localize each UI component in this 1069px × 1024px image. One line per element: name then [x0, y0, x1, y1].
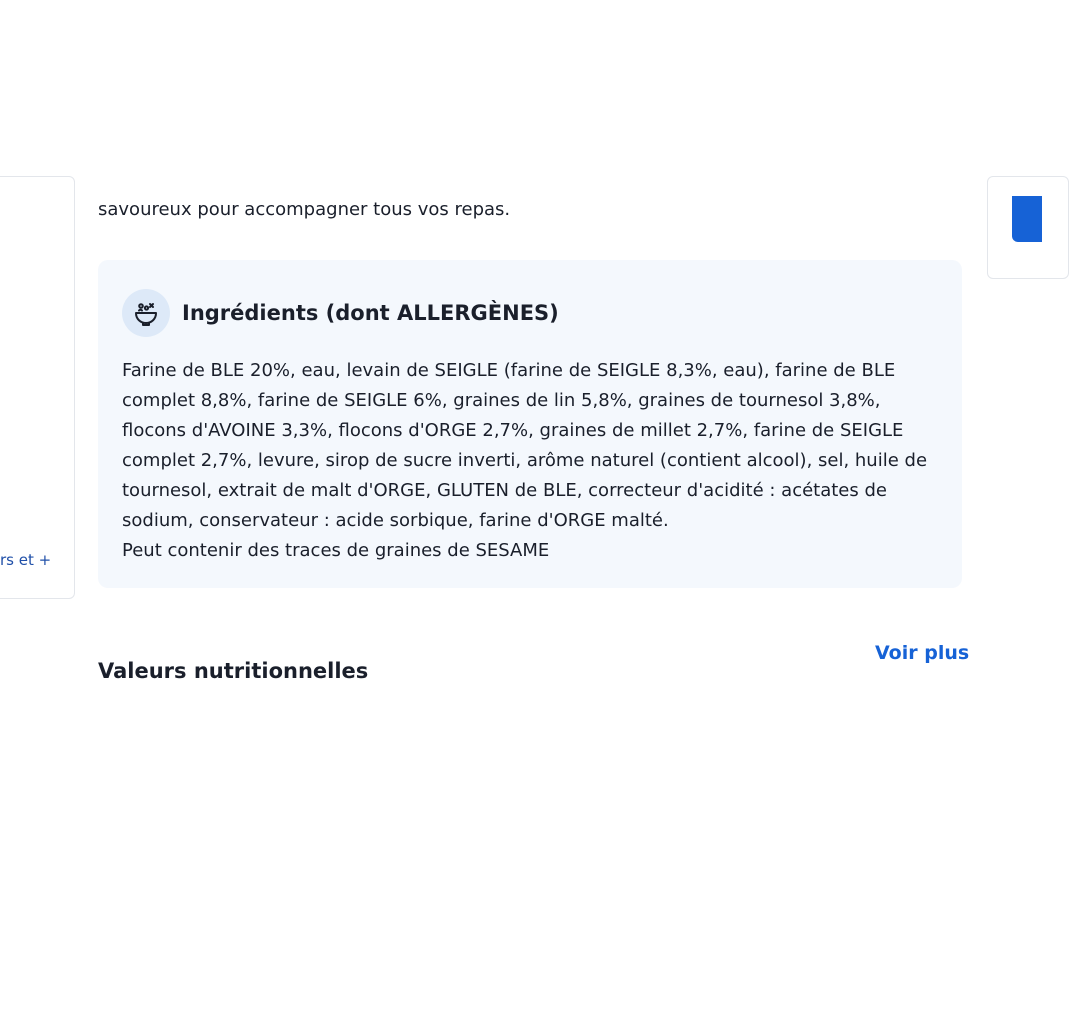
nutrition-title: Valeurs nutritionnelles — [98, 659, 369, 684]
nutrition-see-more-link[interactable]: Voir plus — [875, 642, 970, 664]
ingredients-header — [122, 284, 559, 343]
product-description: savoureux pour accompagner tous vos repas. — [98, 199, 511, 220]
page-viewport — [0, 196, 1024, 684]
right-action-button[interactable] — [1012, 196, 1042, 242]
left-sidebar-card — [0, 176, 75, 599]
ingredients-body — [122, 356, 942, 566]
ingredients-title: Ingrédients (dont ALLERGÈNES) — [182, 301, 559, 326]
ingredients-panel — [98, 260, 962, 588]
left-card-link[interactable]: rs et + — [0, 551, 52, 569]
bowl-icon — [122, 289, 170, 337]
ingredients-traces: Peut contenir des traces de graines de SESAME — [122, 540, 550, 561]
ingredients-list: Farine de BLE 20%, eau, levain de SEIGLE (farine de SEIGLE 8,3%, eau), farine de BLE complet 8,8%, farine de SEIGLE 6%, graines de lin 5,8%, graines de tournesol 3,8%, flocons d'AVOINE 3,3%, flocons d'ORGE 2,7%, graines de millet 2,7%, farine de SEIGLE complet 2,7%, levure, sirop de sucre inverti, arôme naturel (contient alcool), sel, huile de tournesol, extrait de malt d'ORGE, GLUTEN de BLE, correcteur d'acidité : acétates de sodium, conservateur : acide sorbique, farine d'ORGE malté. — [122, 360, 928, 531]
